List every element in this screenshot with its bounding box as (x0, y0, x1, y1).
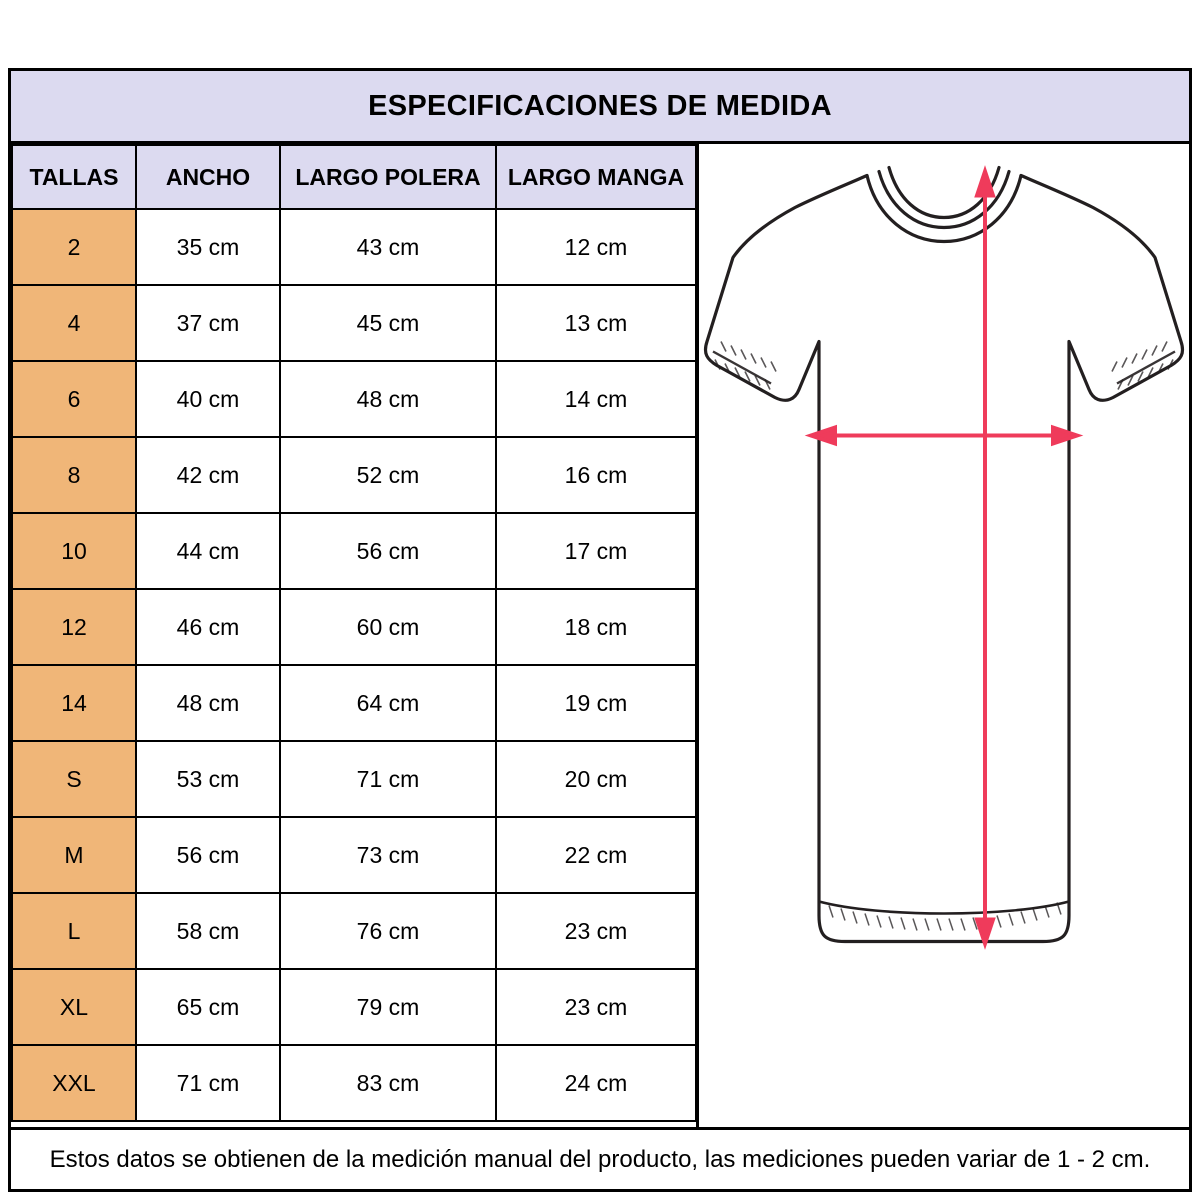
cell-ancho: 56 cm (136, 817, 280, 893)
column-header-tallas: TALLAS (12, 145, 136, 209)
cell-largo-manga: 18 cm (496, 589, 696, 665)
cell-size: 10 (12, 513, 136, 589)
measurements-table (11, 144, 697, 1122)
column-header-ancho: ANCHO (136, 145, 280, 209)
table-header (12, 145, 696, 209)
cell-largo-manga: 20 cm (496, 741, 696, 817)
cell-ancho: 35 cm (136, 209, 280, 285)
measurement-arrows (811, 172, 1077, 944)
cell-ancho: 58 cm (136, 893, 280, 969)
table-row (12, 893, 696, 969)
cell-largo-polera: 64 cm (280, 665, 496, 741)
cell-largo-polera: 73 cm (280, 817, 496, 893)
size-chart-frame (8, 68, 1192, 1130)
cell-size: 12 (12, 589, 136, 665)
table-row (12, 513, 696, 589)
cell-largo-manga: 23 cm (496, 969, 696, 1045)
table-row (12, 1045, 696, 1121)
cell-largo-manga: 14 cm (496, 361, 696, 437)
footnote-bar (8, 1130, 1192, 1192)
cell-largo-manga: 22 cm (496, 817, 696, 893)
cell-ancho: 71 cm (136, 1045, 280, 1121)
table-row (12, 285, 696, 361)
cell-size: 4 (12, 285, 136, 361)
cell-size: L (12, 893, 136, 969)
footnote-text: Estos datos se obtienen de la medición manual del producto, las mediciones pueden variar de 1 - 2 cm. (49, 1145, 1151, 1173)
cell-size: 6 (12, 361, 136, 437)
cell-largo-manga: 16 cm (496, 437, 696, 513)
cell-largo-manga: 12 cm (496, 209, 696, 285)
cell-largo-manga: 17 cm (496, 513, 696, 589)
page-title: ESPECIFICACIONES DE MEDIDA (368, 89, 832, 122)
table-row (12, 589, 696, 665)
cell-ancho: 42 cm (136, 437, 280, 513)
cell-largo-polera: 56 cm (280, 513, 496, 589)
table-row (12, 665, 696, 741)
cell-ancho: 37 cm (136, 285, 280, 361)
cell-ancho: 40 cm (136, 361, 280, 437)
cell-largo-polera: 48 cm (280, 361, 496, 437)
cell-ancho: 46 cm (136, 589, 280, 665)
cell-largo-manga: 19 cm (496, 665, 696, 741)
table-bottom-filler (11, 1122, 696, 1127)
cell-largo-manga: 23 cm (496, 893, 696, 969)
cell-largo-manga: 24 cm (496, 1045, 696, 1121)
cell-largo-polera: 76 cm (280, 893, 496, 969)
shirt-diagram-panel (699, 144, 1189, 1127)
chart-body (11, 144, 1189, 1127)
cell-largo-polera: 45 cm (280, 285, 496, 361)
tshirt-icon (699, 144, 1189, 1127)
cell-size: XXL (12, 1045, 136, 1121)
cell-largo-polera: 52 cm (280, 437, 496, 513)
cell-largo-polera: 83 cm (280, 1045, 496, 1121)
cell-size: XL (12, 969, 136, 1045)
cell-largo-polera: 43 cm (280, 209, 496, 285)
table-row (12, 361, 696, 437)
cell-size: 14 (12, 665, 136, 741)
cell-ancho: 65 cm (136, 969, 280, 1045)
cell-ancho: 44 cm (136, 513, 280, 589)
cell-largo-polera: 71 cm (280, 741, 496, 817)
table-row (12, 817, 696, 893)
table-body (12, 209, 696, 1121)
cell-ancho: 53 cm (136, 741, 280, 817)
table-row (12, 741, 696, 817)
column-header-largo-polera: LARGO POLERA (280, 145, 496, 209)
cell-size: 8 (12, 437, 136, 513)
cell-ancho: 48 cm (136, 665, 280, 741)
table-row (12, 437, 696, 513)
table-header-row (12, 145, 696, 209)
table-row (12, 969, 696, 1045)
chart-title-bar (11, 71, 1189, 144)
cell-size: M (12, 817, 136, 893)
column-header-largo-manga: LARGO MANGA (496, 145, 696, 209)
cell-size: S (12, 741, 136, 817)
cell-size: 2 (12, 209, 136, 285)
cell-largo-manga: 13 cm (496, 285, 696, 361)
table-row (12, 209, 696, 285)
cell-largo-polera: 60 cm (280, 589, 496, 665)
cell-largo-polera: 79 cm (280, 969, 496, 1045)
measurements-table-container (11, 144, 699, 1127)
